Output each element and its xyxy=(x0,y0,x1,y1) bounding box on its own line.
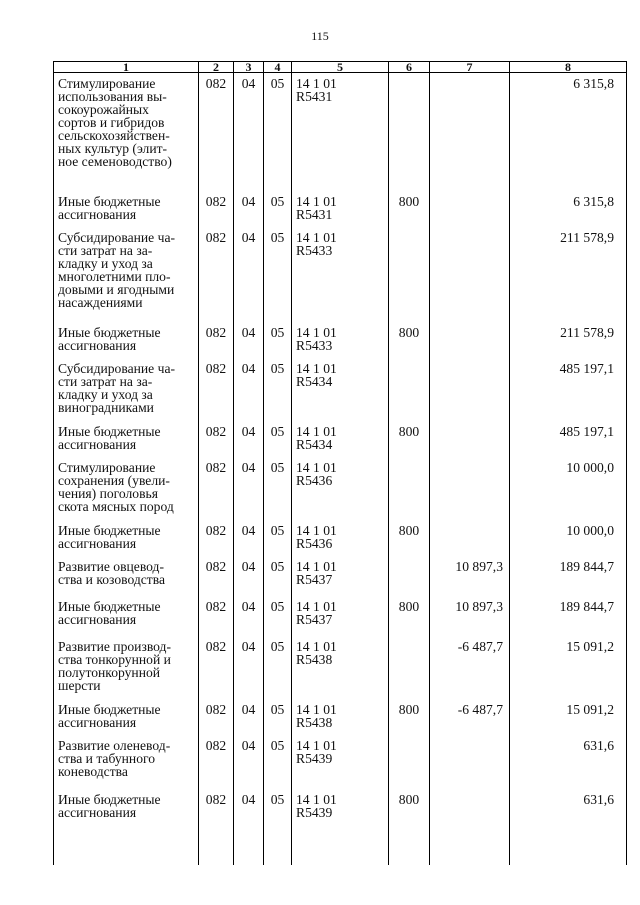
code-subsection: 05 xyxy=(264,789,292,839)
code-ministry: 082 xyxy=(199,520,234,556)
code-section: 04 xyxy=(234,596,264,636)
code-expense-type xyxy=(389,358,430,421)
code-subsection: 05 xyxy=(264,636,292,699)
code-ministry: 082 xyxy=(199,636,234,699)
code-expense-type: 800 xyxy=(389,322,430,358)
empty-cell xyxy=(199,839,234,865)
code-section: 04 xyxy=(234,789,264,839)
code-section: 04 xyxy=(234,322,264,358)
code-section: 04 xyxy=(234,73,264,191)
row-name: Иные бюджетные ассигнования xyxy=(54,421,199,457)
amount-change: 10 897,3 xyxy=(430,596,510,636)
code-expense-type: 800 xyxy=(389,191,430,227)
code-section: 04 xyxy=(234,457,264,520)
code-expense-type: 800 xyxy=(389,421,430,457)
row-name: Субсидирование ча- сти затрат на за- кладку и уход за виноградниками xyxy=(54,358,199,421)
table-body xyxy=(54,73,627,865)
code-ministry: 082 xyxy=(199,227,234,322)
empty-cell xyxy=(510,839,627,865)
code-ministry: 082 xyxy=(199,596,234,636)
code-section: 04 xyxy=(234,636,264,699)
code-expense-type: 800 xyxy=(389,699,430,735)
column-header: 3 xyxy=(234,62,264,73)
code-section: 04 xyxy=(234,227,264,322)
amount-change xyxy=(430,457,510,520)
code-subsection: 05 xyxy=(264,322,292,358)
code-target-article: 14 1 01 R5439 xyxy=(292,735,389,789)
amount-change xyxy=(430,227,510,322)
row-name: Развитие оленевод- ства и табунного коневодства xyxy=(54,735,199,789)
column-header: 6 xyxy=(389,62,430,73)
code-target-article: 14 1 01 R5431 xyxy=(292,191,389,227)
code-subsection: 05 xyxy=(264,191,292,227)
column-header: 2 xyxy=(199,62,234,73)
code-ministry: 082 xyxy=(199,789,234,839)
amount-change xyxy=(430,421,510,457)
code-expense-type xyxy=(389,735,430,789)
code-expense-type: 800 xyxy=(389,520,430,556)
table-row xyxy=(54,322,627,358)
code-section: 04 xyxy=(234,191,264,227)
empty-cell xyxy=(264,839,292,865)
amount-total: 10 000,0 xyxy=(510,457,627,520)
code-subsection: 05 xyxy=(264,556,292,596)
amount-change: -6 487,7 xyxy=(430,636,510,699)
table-row xyxy=(54,556,627,596)
amount-total: 211 578,9 xyxy=(510,227,627,322)
table-row xyxy=(54,596,627,636)
code-ministry: 082 xyxy=(199,421,234,457)
code-target-article: 14 1 01 R5436 xyxy=(292,520,389,556)
code-target-article: 14 1 01 R5437 xyxy=(292,596,389,636)
code-ministry: 082 xyxy=(199,358,234,421)
table-row xyxy=(54,457,627,520)
row-name: Стимулирование сохранения (увели- чения) поголовья скота мясных пород xyxy=(54,457,199,520)
code-subsection: 05 xyxy=(264,358,292,421)
table-filler-row xyxy=(54,839,627,865)
amount-change: -6 487,7 xyxy=(430,699,510,735)
code-subsection: 05 xyxy=(264,596,292,636)
row-name: Субсидирование ча- сти затрат на за- кладку и уход за многолетними пло- довыми и ягодными насаждениями xyxy=(54,227,199,322)
amount-total: 211 578,9 xyxy=(510,322,627,358)
code-subsection: 05 xyxy=(264,227,292,322)
row-name: Стимулирование использования вы- сокоурожайных сортов и гибридов сельскохозяйствен- ных культур (элит- ное семеноводство) xyxy=(54,73,199,191)
row-name: Развитие производ- ства тонкорунной и полутонкорунной шерсти xyxy=(54,636,199,699)
budget-table xyxy=(53,61,627,865)
column-header: 8 xyxy=(510,62,627,73)
code-section: 04 xyxy=(234,358,264,421)
code-target-article: 14 1 01 R5438 xyxy=(292,636,389,699)
table-row xyxy=(54,636,627,699)
header-row xyxy=(54,62,627,73)
code-target-article: 14 1 01 R5439 xyxy=(292,789,389,839)
row-name: Иные бюджетные ассигнования xyxy=(54,520,199,556)
code-expense-type xyxy=(389,457,430,520)
amount-change xyxy=(430,520,510,556)
amount-change xyxy=(430,191,510,227)
code-expense-type xyxy=(389,556,430,596)
row-name: Иные бюджетные ассигнования xyxy=(54,191,199,227)
table-row xyxy=(54,421,627,457)
amount-total: 15 091,2 xyxy=(510,699,627,735)
code-ministry: 082 xyxy=(199,457,234,520)
code-ministry: 082 xyxy=(199,699,234,735)
page-number: 115 xyxy=(311,29,329,43)
empty-cell xyxy=(54,839,199,865)
column-header: 1 xyxy=(54,62,199,73)
amount-change xyxy=(430,322,510,358)
table-row xyxy=(54,520,627,556)
row-name: Развитие овцевод- ства и козоводства xyxy=(54,556,199,596)
table-row xyxy=(54,227,627,322)
code-target-article: 14 1 01 R5434 xyxy=(292,421,389,457)
code-section: 04 xyxy=(234,556,264,596)
column-header: 5 xyxy=(292,62,389,73)
amount-total: 15 091,2 xyxy=(510,636,627,699)
table-row xyxy=(54,735,627,789)
code-subsection: 05 xyxy=(264,735,292,789)
code-expense-type xyxy=(389,227,430,322)
code-target-article: 14 1 01 R5438 xyxy=(292,699,389,735)
code-subsection: 05 xyxy=(264,457,292,520)
code-expense-type xyxy=(389,636,430,699)
code-target-article: 14 1 01 R5433 xyxy=(292,322,389,358)
amount-total: 6 315,8 xyxy=(510,191,627,227)
table-row xyxy=(54,699,627,735)
amount-total: 10 000,0 xyxy=(510,520,627,556)
column-header: 4 xyxy=(264,62,292,73)
code-ministry: 082 xyxy=(199,73,234,191)
code-ministry: 082 xyxy=(199,322,234,358)
amount-total: 631,6 xyxy=(510,735,627,789)
row-name: Иные бюджетные ассигнования xyxy=(54,699,199,735)
empty-cell xyxy=(292,839,389,865)
code-target-article: 14 1 01 R5431 xyxy=(292,73,389,191)
amount-total: 189 844,7 xyxy=(510,596,627,636)
table-row xyxy=(54,73,627,191)
code-ministry: 082 xyxy=(199,735,234,789)
row-name: Иные бюджетные ассигнования xyxy=(54,596,199,636)
table-row xyxy=(54,358,627,421)
amount-total: 485 197,1 xyxy=(510,421,627,457)
code-subsection: 05 xyxy=(264,421,292,457)
code-subsection: 05 xyxy=(264,520,292,556)
code-section: 04 xyxy=(234,520,264,556)
table-row xyxy=(54,191,627,227)
amount-change: 10 897,3 xyxy=(430,556,510,596)
code-subsection: 05 xyxy=(264,73,292,191)
code-section: 04 xyxy=(234,699,264,735)
code-target-article: 14 1 01 R5433 xyxy=(292,227,389,322)
amount-change xyxy=(430,789,510,839)
row-name: Иные бюджетные ассигнования xyxy=(54,322,199,358)
code-target-article: 14 1 01 R5434 xyxy=(292,358,389,421)
empty-cell xyxy=(389,839,430,865)
empty-cell xyxy=(430,839,510,865)
column-header: 7 xyxy=(430,62,510,73)
row-name: Иные бюджетные ассигнования xyxy=(54,789,199,839)
code-target-article: 14 1 01 R5437 xyxy=(292,556,389,596)
amount-change xyxy=(430,735,510,789)
amount-total: 631,6 xyxy=(510,789,627,839)
code-ministry: 082 xyxy=(199,191,234,227)
code-ministry: 082 xyxy=(199,556,234,596)
code-section: 04 xyxy=(234,421,264,457)
amount-total: 189 844,7 xyxy=(510,556,627,596)
code-expense-type: 800 xyxy=(389,789,430,839)
amount-total: 485 197,1 xyxy=(510,358,627,421)
amount-change xyxy=(430,73,510,191)
code-expense-type: 800 xyxy=(389,596,430,636)
empty-cell xyxy=(234,839,264,865)
amount-change xyxy=(430,358,510,421)
code-subsection: 05 xyxy=(264,699,292,735)
amount-total: 6 315,8 xyxy=(510,73,627,191)
code-expense-type xyxy=(389,73,430,191)
code-section: 04 xyxy=(234,735,264,789)
table-row xyxy=(54,789,627,839)
code-target-article: 14 1 01 R5436 xyxy=(292,457,389,520)
